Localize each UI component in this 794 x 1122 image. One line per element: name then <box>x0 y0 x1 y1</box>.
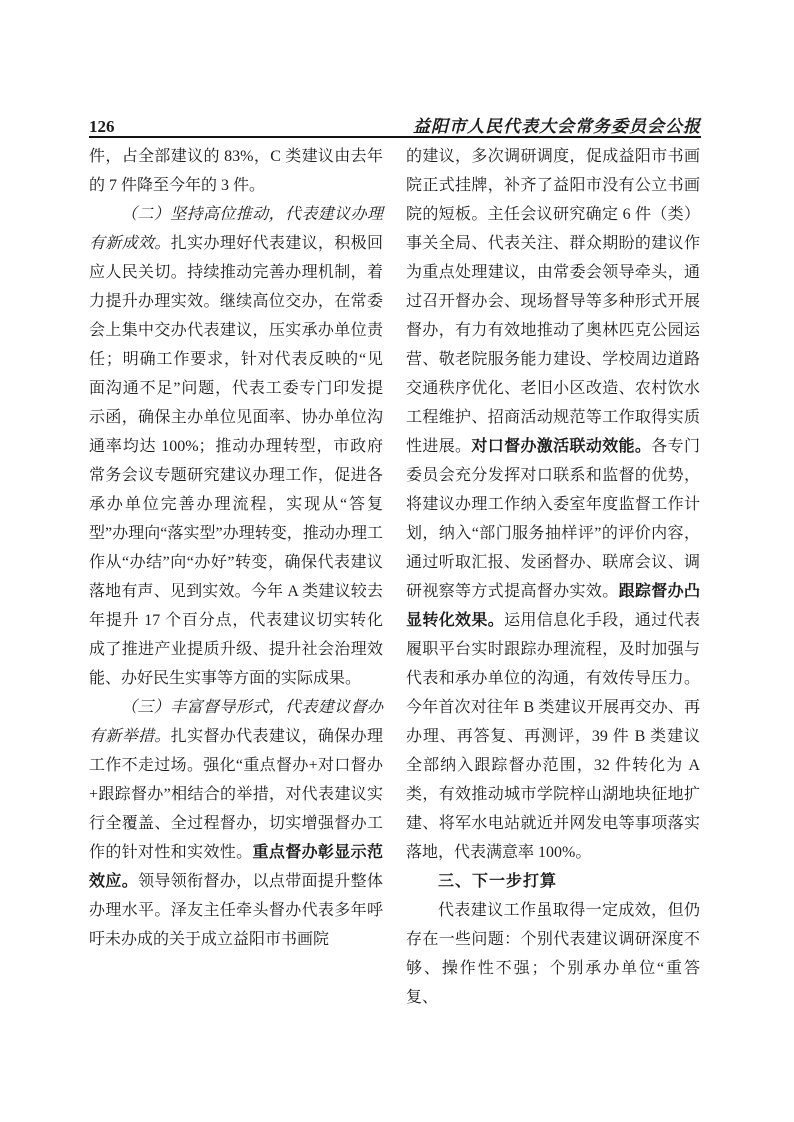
body-text: 件，占全部建议的 83%，C 类建议由去年的 7 件降至今年的 3 件。 <box>89 148 383 194</box>
paragraph-section-three <box>89 693 383 954</box>
paragraph-section-two <box>89 200 383 693</box>
page-number: 126 <box>89 117 115 136</box>
right-column <box>406 142 700 1012</box>
paragraph-section-three-continued <box>406 142 700 867</box>
section-three-lead: （三）丰富督导形式，代表建议督办有新举措。 <box>89 699 383 745</box>
header-rule <box>89 136 701 138</box>
paragraph-next-steps <box>406 896 700 1012</box>
paragraph-stats-continuation <box>89 142 383 200</box>
body-text: 领导领衔督办，以点带面提升整体办理水平。泽友主任牵头督办代表多年呼吁未办成的关于成立益阳市书画院 <box>89 873 383 948</box>
body-text: 的建议，多次调研调度，促成益阳市书画院正式挂牌，补齐了益阳市没有公立书画院的短板。主任会议研究确定 6 件（类）事关全局、代表关注、群众期盼的建议作为重点处理建议，由常委会领导牵头，通过召开督办会、现场督导等多种形式开展督办，有力有效地推动了奥林匹克公园运营、敬老院服务能力建设、学校周边道路交通秩序优化、老旧小区改造、农村饮水工程维护、招商活动规范等工作取得实质性进展。 <box>406 148 700 455</box>
publication-title: 益阳市人民代表大会常务委员会公报 <box>413 117 701 136</box>
page-header <box>89 112 701 137</box>
section-heading-next-steps: 三、下一步打算 <box>438 873 558 890</box>
body-text: 代表建议工作虽取得一定成效，但仍存在一些问题：个别代表建议调研深度不够、操作性不强；个别承办单位“重答复、 <box>406 902 700 1006</box>
body-text: 运用信息化手段，通过代表履职平台实时跟踪办理流程，及时加强与代表和承办单位的沟通，有效传导压力。今年首次对往年 B 类建议开展再交办、再办理、再答复、再测评，39 件 B 类建议全部纳入跟踪督办范围，32 件转化为 A 类，有效推动城市学院梓山湖地块征地扩建、将军水电站就近并网发电等事项落实落地，代表满意率 100%。 <box>406 612 700 861</box>
body-text: 各专门委员会充分发挥对口联系和监督的优势，将建议办理工作纳入委室年度监督工作计划，纳入“部门服务抽样评”的评价内容，通过听取汇报、发函督办、联席会议、调研视察等方式提高督办实效。 <box>406 438 700 600</box>
emphasis-tracking-supervision: 跟踪督办凸显转化效果。 <box>406 583 700 629</box>
emphasis-key-supervision: 重点督办彰显示范效应。 <box>89 844 383 890</box>
page-body <box>89 142 701 1012</box>
body-text: 扎实办理好代表建议，积极回应人民关切。持续推动完善办理机制，着力提升办理实效。继续高位交办，在常委会上集中交办代表建议，压实承办单位责任；明确工作要求，针对代表反映的“见面沟通不足”问题，代表工委专门印发提示函，确保主办单位见面率、协办单位沟通率均达 100%；推动办理转型，市政府常务会议专题研究建议办理工作，促进各承办单位完善办理流程，实现从“答复型”办理向“落实型”办理转变，推动办理工作从“办结”向“办好”转变，确保代表建议落地有声、见到实效。今年 A 类建议较去年提升 17 个百分点，代表建议切实转化成了推进产业提质升级、提升社会治理效能、办好民生实事等方面的实际成果。 <box>89 235 383 687</box>
body-text: 扎实督办代表建议，确保办理工作不走过场。强化“重点督办+对口督办+跟踪督办”相结合的举措，对代表建议实行全覆盖、全过程督办，切实增强督办工作的针对性和实效性。 <box>89 728 383 861</box>
emphasis-counterpart-supervision: 对口督办激活联动效能。 <box>471 438 652 455</box>
section-two-lead: （二）坚持高位推动，代表建议办理有新成效。 <box>89 206 383 252</box>
left-column <box>89 142 383 1012</box>
